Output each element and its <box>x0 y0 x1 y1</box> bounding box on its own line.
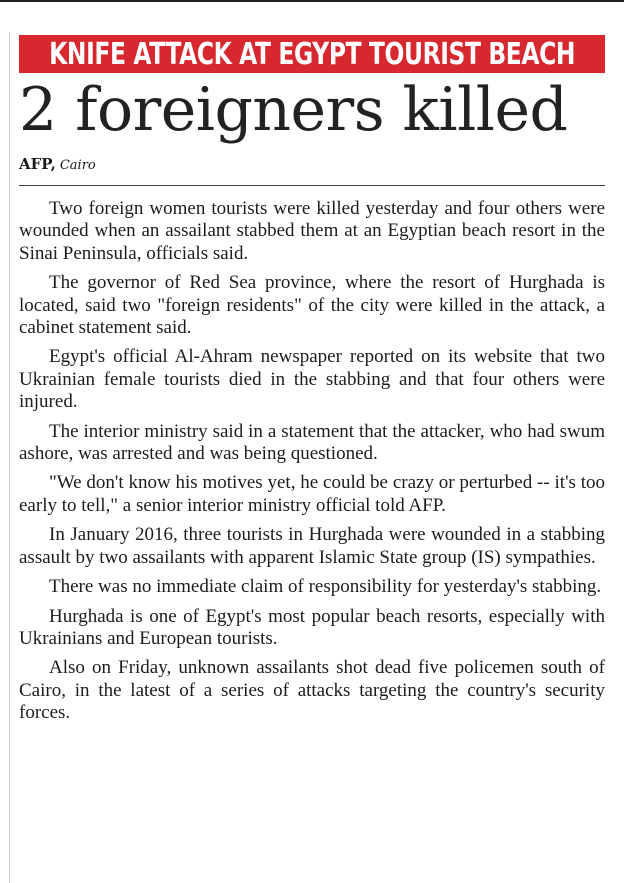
paragraph: Egypt's official Al-Ahram newspaper reported on its website that two Ukrainian female tourists died in the stabbing and that four others were injured. <box>19 346 605 413</box>
kicker-text: KNIFE ATTACK AT EGYPT TOURIST BEACH <box>49 36 575 72</box>
paragraph: Two foreign women tourists were killed yesterday and four others were wounded when an assailant stabbed them at an Egyptian beach resort in the Sinai Peninsula, officials said. <box>19 198 605 264</box>
paragraph: Hurghada is one of Egypt's most popular beach resorts, especially with Ukrainians and European tourists. <box>19 605 605 649</box>
paragraph: "We don't know his motives yet, he could be crazy or perturbed -- it's too early to tell," a senior interior ministry official told AFP. <box>19 472 605 516</box>
paragraph: The interior ministry said in a statement that the attacker, who had swum ashore, was arrested and was being questioned. <box>19 420 605 465</box>
paragraph: In January 2016, three tourists in Hurghada were wounded in a stabbing assault by two assailants with apparent Islamic State group (IS) sympathies. <box>19 524 605 568</box>
kicker-banner <box>19 35 605 73</box>
column-divider <box>9 32 10 883</box>
article-body <box>19 198 605 725</box>
paragraph: There was no immediate claim of responsibility for yesterday's stabbing. <box>49 576 602 598</box>
byline-place: Cairo <box>59 158 96 173</box>
byline-rule <box>19 185 605 186</box>
byline <box>19 155 605 173</box>
top-rule <box>0 0 624 2</box>
headline: 2 foreigners killed <box>19 75 568 145</box>
news-article <box>19 35 605 732</box>
byline-agency: AFP, <box>19 155 56 173</box>
paragraph: The governor of Red Sea province, where the resort of Hurghada is located, said two "foreign residents" of the city were killed in the attack, a cabinet statement said. <box>19 272 605 339</box>
paragraph: Also on Friday, unknown assailants shot dead five policemen south of Cairo, in the latest of a series of attacks targeting the country's security forces. <box>19 657 605 724</box>
